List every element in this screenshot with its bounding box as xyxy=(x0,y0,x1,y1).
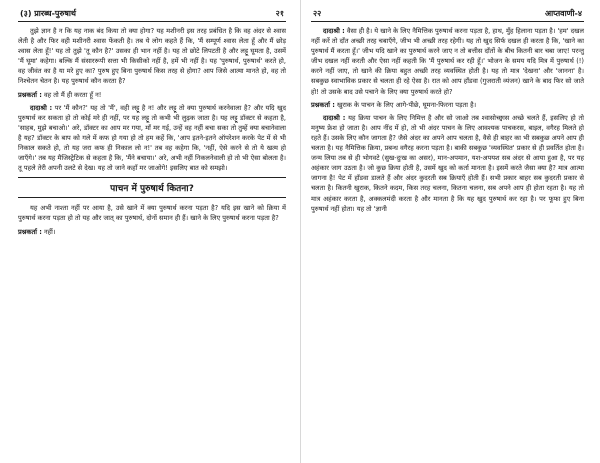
paragraph-text: वह तो मैं ही करता हूँ न! xyxy=(44,90,102,99)
speaker-label: दादाश्री : xyxy=(323,113,346,122)
paragraph xyxy=(311,26,584,97)
paragraph-text: खुराक के पाचन के लिए आगे-पीछे, घूमना-फिरना पड़ता है। xyxy=(337,100,477,109)
speaker-label: दादाश्री : xyxy=(30,103,53,112)
paragraph xyxy=(18,90,286,100)
paragraph xyxy=(18,227,286,237)
left-page-number: २१ xyxy=(275,9,284,18)
paragraph xyxy=(311,100,584,110)
section-heading: पाचन में पुरुषार्थ कितना? xyxy=(18,177,286,198)
paragraph-text: वैसा ही है। ये खाने के लिए नैमित्तिक पुरुषार्थ करना पड़ता है, हाथ, मुँह हिलाना पड़ता है। 'हम' दखल नहीं करें तो दाँत अच्छी तरह चबाएँगे, जीभ भी अच्छी तरह रहेगी। यह तो खुद सिर्फ दखल ही करता है कि, 'खाने का पुरुषार्थ मैं करता हूँ।' जीभ यदि खाने का पुरुषार्थ करने जाए न तो बत्तीस दाँतों के बीच कितनी बार चबा जाए! परन्तु जीभ दखल नहीं करती और ऐसा नहीं कहती कि 'मैं पुरुषार्थ कर रही हूँ।' भोजन के समय यदि मित्र में पुरुषार्थ (!) करने नहीं जाए, तो खाने की क्रिया बहुत अच्छी तरह व्यवस्थित होती है। यह तो मात्र 'देखना' और 'जानना' है। सबकुछ स्वाभाविक प्रकार से चलता ही रहे ऐसा है। रात को आप हाँडवा (गुजराती व्यंजन) खाने के बाद फिर सो जाते हो! तो उसके बाद उसे पचाने के लिए क्या पुरुषार्थ करते हो? xyxy=(311,27,584,96)
paragraph-text: पर 'मैं कौन?' यह तो 'मैं', वही लट्टू है न! और लट्टू तो क्या पुरुषार्थ करनेवाला है? और यदि खुद पुरुषार्थ कर सकता हो तो कोई मरे ही नहीं, पर यह लट्टू तो कभी भी लुढ़क जाता है। यह लट्टू डॉक्टर से कहता है, 'साहब, मुझे बचाओ।' अरे, डॉक्टर का आप मर गया, माँ मर गई, उन्हें वह नहीं बचा सका तो तुम्हें क्या बचानेवाला है यह? डॉक्टर के बाप को गले में कफ हो गया हो तो हम कहें कि, 'आप इतने-इतने ऑपरेशन करके पेट में से भी निकाल सकते हो, तो यह जरा कफ ही निकाल लो न!' तब वह कहेगा कि, 'नहीं, ऐसे करने से तो ये खत्म हो जाएँगे।' तब यह मैजिस्ट्रेटिक से कहता है कि, 'मैंने बचाया।' अरे, अभी नहीं निकलनेवाली हो तो भी ऐसा बोलता है। तू पहले तेरी अपनी उलटे से देख। यह तो जाने कहाँ मर जाओगे! इसलिए बात को समझो। xyxy=(18,103,286,173)
right-page xyxy=(300,0,600,463)
paragraph-text: यह अभी नाश्ता नहीं पर आया है, उसे खाने में क्या पुरुषार्थ करना पड़ता है? यदि इस खाने को क्रिया में पुरुषार्थ करना पड़ता हो तो यह और जात् का पुरुषार्थ, दोनों समान ही हैं। खाने के लिए पुरुषार्थ करना पड़ता है? xyxy=(18,204,286,223)
paragraph xyxy=(18,26,286,87)
paragraph xyxy=(18,203,286,223)
speaker-label: दादाश्री : xyxy=(323,27,345,35)
speaker-label: प्रश्नकर्ता : xyxy=(18,90,42,99)
right-book-title: आप्तवाणी-४ xyxy=(544,9,582,18)
paragraph xyxy=(311,113,584,214)
right-page-header xyxy=(311,8,584,22)
left-chapter-title: (३) प्रारब्ध-पुरुषार्थ xyxy=(20,9,77,18)
speaker-label: प्रश्नकर्ता : xyxy=(311,100,335,109)
paragraph xyxy=(18,103,286,174)
right-page-number: २२ xyxy=(313,9,322,18)
paragraph-text: तुझे ज्ञान है न कि यह नाक बंद किया तो क्या होगा? यह मशीनरी इस तरह प्रबंधित है कि वह अंदर से श्वास लेती है और फिर वही मशीनरी श्वास फेंकती है। तब ये लोग कहते हैं कि, 'मैं सम्पूर्ण श्वास लेता हूँ और मैं छोड़ श्वास लेता हूँ!' यह तो तुझे 'तू कौन है?' उसका ही भान नहीं है। यह तो छोटे लिपटती है और लट्टू घूमता है, उसमें 'मैं घूमा' कहेगा। बल्कि मैं संसाररूपी सत्ता भी किसीको नहीं है, हमें भी नहीं है। यह 'पुरुषार्थ, पुरुषार्थ' करते हो, वह जीवंत का है या मरे हुए का? पुरुष हुए बिना पुरुषार्थ किस तरह से होगा? आप जिसे आत्मा मानते हो, वह तो निश्चेतन चेतन है। यह पुरुषार्थ कौन करता है? xyxy=(18,27,286,86)
paragraph-text: नहीं। xyxy=(44,227,56,236)
left-page-header xyxy=(18,8,286,22)
speaker-label: प्रश्नकर्ता : xyxy=(18,227,42,236)
paragraph-text: यह क्रिया पाचन के लिए निमित्त है और सो जाओ तब श्वासोच्छ्वास अच्छे चलते हैं, इसलिए हो तो मनुष्य फ्रेश हो जाता है। आप नींद में हो, तो भी अंदर पाचन के लिए आवश्यक पाचकरस, बाइल, वगैरह मिलते हो रहते हैं। उसके लिए कौन जागता है? जैसे अंदर का अपने आप चलता है, वैसे ही बाहर का भी सबकुछ अपने आप ही चलता है। यह नैमित्तिक क्रिया, प्रबन्ध वगैरह करना पड़ता है। बाकी सबकुछ 'व्यवस्थित' प्रकार से ही प्रवर्तित होता है। जन्म लिया तब से ही भोगवटे (सुख-दुःख का असर), मान-अपमान, यश-अपयश सब अंदर से आया हुआ है, पर यह अहंकार जाग उठता है। जो कुछ क्रिया होती है, उसमें खुद को कर्ता मानता है। इसमें करते जैसा क्या है? मात्र आत्मा जागना है! पेट में हाँडवा डालते हैं और अंदर कुदरती सब क्रियाएँ होती हैं। सभी प्रकार बाहर सब कुदरती प्रकार से चलता है। कितनी खुराक, कितने कदम, किस तरह चलना, कितना चलना, सब अपने आप ही होता रहता है। यह तो मात्र अहंकार करता है, अक्कलमंदी करता है और मानता है कि यह खुद पुरुषार्थ कर रहा है। पर फूफा हुए बिना पुरुषार्थ नहीं होता। यह तो 'ज्ञानी xyxy=(311,113,584,213)
